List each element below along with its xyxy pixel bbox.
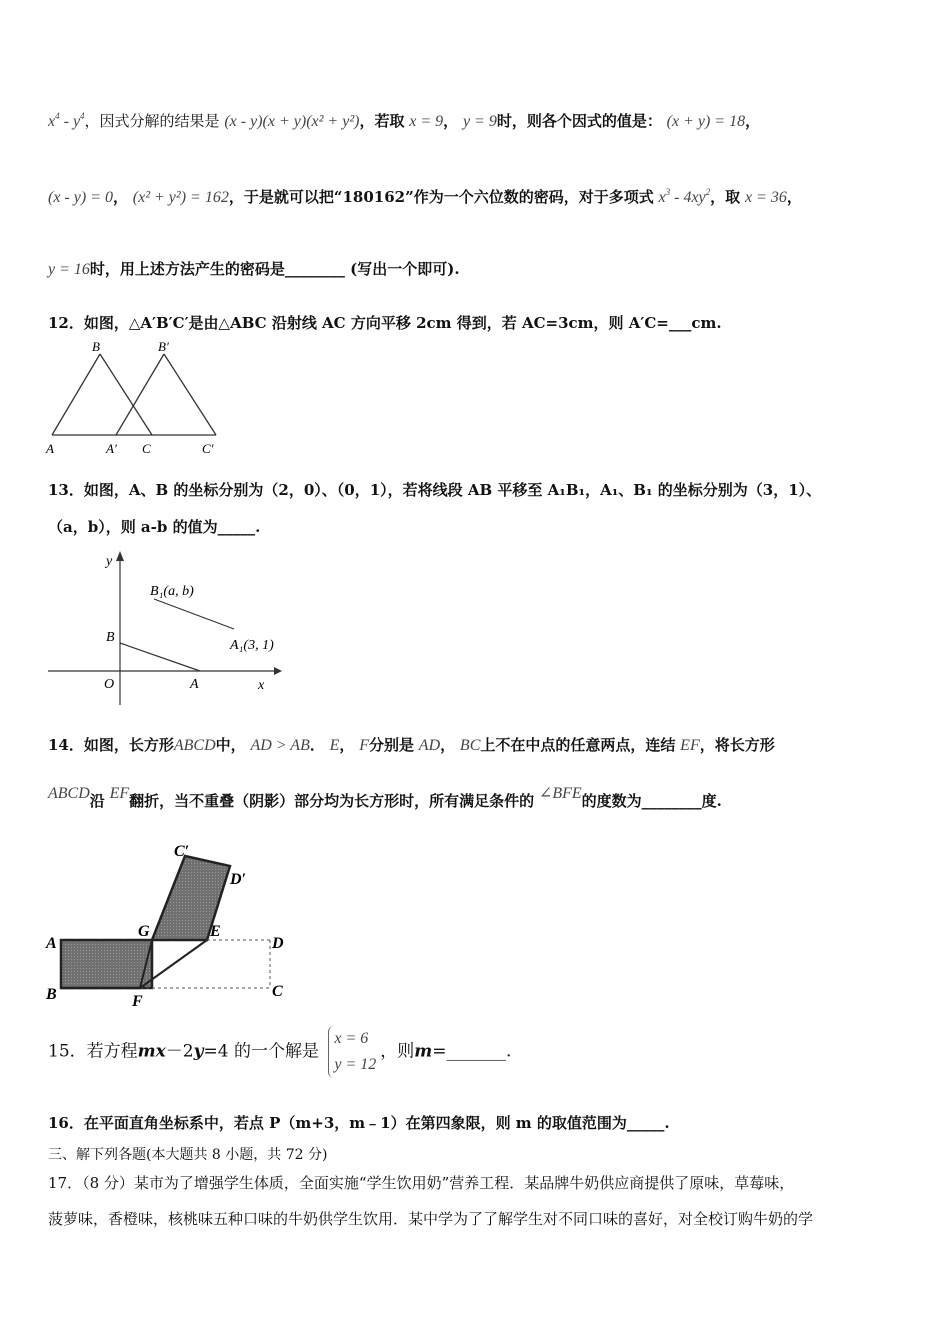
- q11-math-factor: (x - y)(x + y)(x² + y²): [224, 113, 360, 130]
- q14-label-D1: D′: [230, 871, 247, 888]
- q17-line1: 17．（8 分）某市为了增强学生体质，全面实施“学生饮用奶”营养工程．某品牌牛奶供应商提供了原味，草莓味，: [48, 1174, 795, 1192]
- q13-line2: （a，b），则 a-b 的值为_____.: [48, 518, 261, 536]
- q11-math-poly: $x^3 - 4xy^2$: [658, 187, 711, 206]
- q12-label-C1: C′: [202, 441, 214, 456]
- q13-label-O: O: [104, 677, 115, 692]
- q14-label-F: F: [132, 993, 143, 1010]
- q12-figure: [44, 338, 224, 458]
- q11-line3: y = 16时，用上述方法产生的密码是________ (写出一个即可).: [48, 260, 460, 278]
- q14-label-D: D: [272, 935, 284, 952]
- q14-line2: ABCD沿 EF翻折，当不重叠（阴影）部分均为长方形时，所有满足条件的 ∠BFE的度数为________度.: [48, 785, 722, 810]
- q12-label-B1: B′: [158, 339, 169, 354]
- q13-line1: 13．如图，A、B 的坐标分别为（2，0）、（0，1），若将线段 AB 平移至 A₁B₁，A₁、B₁ 的坐标分别为（3，1）、: [48, 481, 822, 499]
- q13-label-A: A: [190, 677, 199, 692]
- q14-label-C1: C′: [174, 843, 190, 860]
- q14-label-C: C: [272, 983, 283, 1000]
- q12-label-A1: A′: [106, 441, 117, 456]
- q12-label-C: C: [142, 441, 151, 456]
- q13-label-B1: B₁(a, b): [150, 584, 194, 599]
- q14-label-A: A: [46, 935, 57, 952]
- q14-figure: [44, 836, 304, 1011]
- q11-text: ，因式分解的结果是: [84, 112, 220, 130]
- q14-label-B: B: [46, 986, 57, 1003]
- q12-text: 12．如图，△A′B′C′是由△ABC 沿射线 AC 方向平移 2cm 得到，若 AC=3cm，则 A′C=___cm.: [48, 314, 722, 332]
- q17-line2: 菠萝味，香橙味，核桃味五种口味的牛奶供学生饮用．某中学为了了解学生对不同口味的喜好，对全校订购牛奶的学: [48, 1210, 814, 1228]
- q13-label-A1: A₁(3, 1): [230, 638, 274, 653]
- q11-line1: $x^4 - y^4$，因式分解的结果是 (x - y)(x + y)(x² + y²)，若取 x = 9， y = 9时，则各个因式的值是： (x + y) = 18，: [48, 111, 761, 130]
- q13-label-B: B: [106, 630, 115, 645]
- q16-text: 16．在平面直角坐标系中，若点 P（m+3，m﹣1）在第四象限，则 m 的取值范围为_____.: [48, 1114, 670, 1132]
- q14-label-G: G: [138, 923, 150, 940]
- q12-label-B: B: [92, 339, 100, 354]
- section-title: 三、解下列各题(本大题共 8 小题，共 72 分): [48, 1147, 328, 1163]
- q15-line: 15．若方程mx－2y=4 的一个解是 x = 6 y = 12 ，则m=_______.: [48, 1026, 511, 1078]
- q13-label-y: y: [106, 554, 113, 569]
- q11-math-x4y4: $x^4 - y^4$: [48, 111, 85, 130]
- q12-label-A: A: [46, 441, 54, 456]
- q14-line1: 14．如图，长方形ABCD中， AD > AB． E， F分别是 AD， BC上不在中点的任意两点，连结 EF，将长方形: [48, 736, 775, 754]
- q11-line2: (x - y) = 0， (x² + y²) = 162，于是就可以把“180162”作为一个六位数的密码，对于多项式 $x^3 - 4xy^2$，取 x = 36，: [48, 187, 802, 206]
- q13-label-x: x: [258, 678, 265, 693]
- q14-label-E: E: [210, 923, 221, 940]
- q13-figure: [44, 545, 294, 710]
- q15-system: x = 6 y = 12: [328, 1026, 376, 1078]
